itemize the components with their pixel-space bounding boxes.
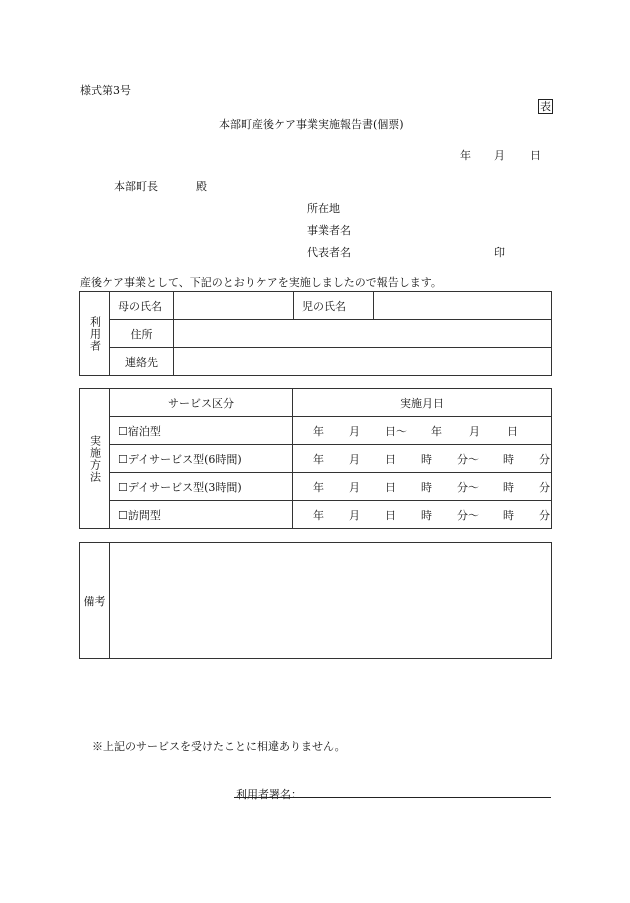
table-row xyxy=(80,320,552,348)
reporter-representative-label: 代表者名 xyxy=(307,246,351,259)
date-unit: 分〜 xyxy=(457,508,479,522)
date-unit: 時 xyxy=(503,452,514,466)
date-unit: 日〜 xyxy=(385,424,407,438)
address-label: 住所 xyxy=(110,320,174,348)
date-unit: 月 xyxy=(349,424,360,438)
service-type-visit[interactable]: ☐訪問型 xyxy=(110,501,293,529)
confirmation-text: ※上記のサービスを受けたことに相違ありません。 xyxy=(92,740,346,753)
date-unit: 時 xyxy=(421,508,432,522)
date-unit: 年 xyxy=(313,508,324,522)
date-unit: 日 xyxy=(385,480,396,494)
intro-text: 産後ケア事業として、下記のとおりケアを実施しましたので報告します。 xyxy=(80,276,442,289)
table-row xyxy=(80,501,552,529)
signature-line[interactable] xyxy=(234,797,551,798)
seal-mark: 印 xyxy=(494,246,505,259)
table-row xyxy=(80,389,552,417)
date-day: 日 xyxy=(530,149,541,162)
table-row xyxy=(80,445,552,473)
contact-field[interactable] xyxy=(174,348,552,376)
user-table xyxy=(79,291,552,376)
date-unit: 月 xyxy=(469,424,480,438)
table-row xyxy=(80,417,552,445)
mother-name-label: 母の氏名 xyxy=(110,292,174,320)
service-table xyxy=(79,388,552,529)
date-unit: 日 xyxy=(385,508,396,522)
table-row xyxy=(80,473,552,501)
service-type-overnight[interactable]: ☐宿泊型 xyxy=(110,417,293,445)
addressee-honorific: 殿 xyxy=(196,180,207,193)
service-type-day-3h[interactable]: ☐デイサービス型(3時間) xyxy=(110,473,293,501)
address-field[interactable] xyxy=(174,320,552,348)
mother-name-field[interactable] xyxy=(174,292,294,320)
service-type-day-6h[interactable]: ☐デイサービス型(6時間) xyxy=(110,445,293,473)
service-date-visit[interactable] xyxy=(293,501,552,529)
service-section-label: 実施方法 xyxy=(80,389,110,529)
date-unit: 時 xyxy=(503,508,514,522)
date-unit: 時 xyxy=(503,480,514,494)
table-row xyxy=(80,348,552,376)
date-unit: 時 xyxy=(421,480,432,494)
date-unit: 分〜 xyxy=(457,480,479,494)
child-name-field[interactable] xyxy=(374,292,552,320)
date-unit: 年 xyxy=(313,452,324,466)
date-unit: 年 xyxy=(431,424,442,438)
date-unit: 月 xyxy=(349,508,360,522)
date-unit: 分 xyxy=(539,508,550,522)
date-unit: 月 xyxy=(349,452,360,466)
date-column-header: 実施月日 xyxy=(293,389,552,417)
service-date-day-6h[interactable] xyxy=(293,445,552,473)
service-date-overnight[interactable] xyxy=(293,417,552,445)
remarks-label: 備考 xyxy=(80,543,110,659)
child-name-label: 児の氏名 xyxy=(294,292,374,320)
side-label: 表 xyxy=(540,100,551,113)
date-unit: 分 xyxy=(539,480,550,494)
date-unit: 月 xyxy=(349,480,360,494)
signature-label: 利用者署名： xyxy=(236,788,302,801)
page-title: 本部町産後ケア事業実施報告書(個票) xyxy=(219,118,404,131)
date-unit: 分 xyxy=(539,452,550,466)
date-unit: 分〜 xyxy=(457,452,479,466)
date-unit: 年 xyxy=(313,424,324,438)
date-unit: 日 xyxy=(385,452,396,466)
reporter-location-label: 所在地 xyxy=(307,202,340,215)
date-unit: 日 xyxy=(507,424,518,438)
remarks-field[interactable] xyxy=(110,543,552,659)
contact-label: 連絡先 xyxy=(110,348,174,376)
date-unit: 時 xyxy=(421,452,432,466)
form-number: 様式第3号 xyxy=(80,84,131,97)
service-column-header: サービス区分 xyxy=(110,389,293,417)
reporter-business-label: 事業者名 xyxy=(307,224,351,237)
service-date-day-3h[interactable] xyxy=(293,473,552,501)
date-unit: 年 xyxy=(313,480,324,494)
user-section-label: 利用者 xyxy=(80,292,110,376)
remarks-table xyxy=(79,542,552,659)
table-row xyxy=(80,292,552,320)
date-month: 月 xyxy=(494,149,505,162)
addressee-name: 本部町長 xyxy=(114,180,158,193)
date-year: 年 xyxy=(460,149,471,162)
table-row xyxy=(80,543,552,659)
